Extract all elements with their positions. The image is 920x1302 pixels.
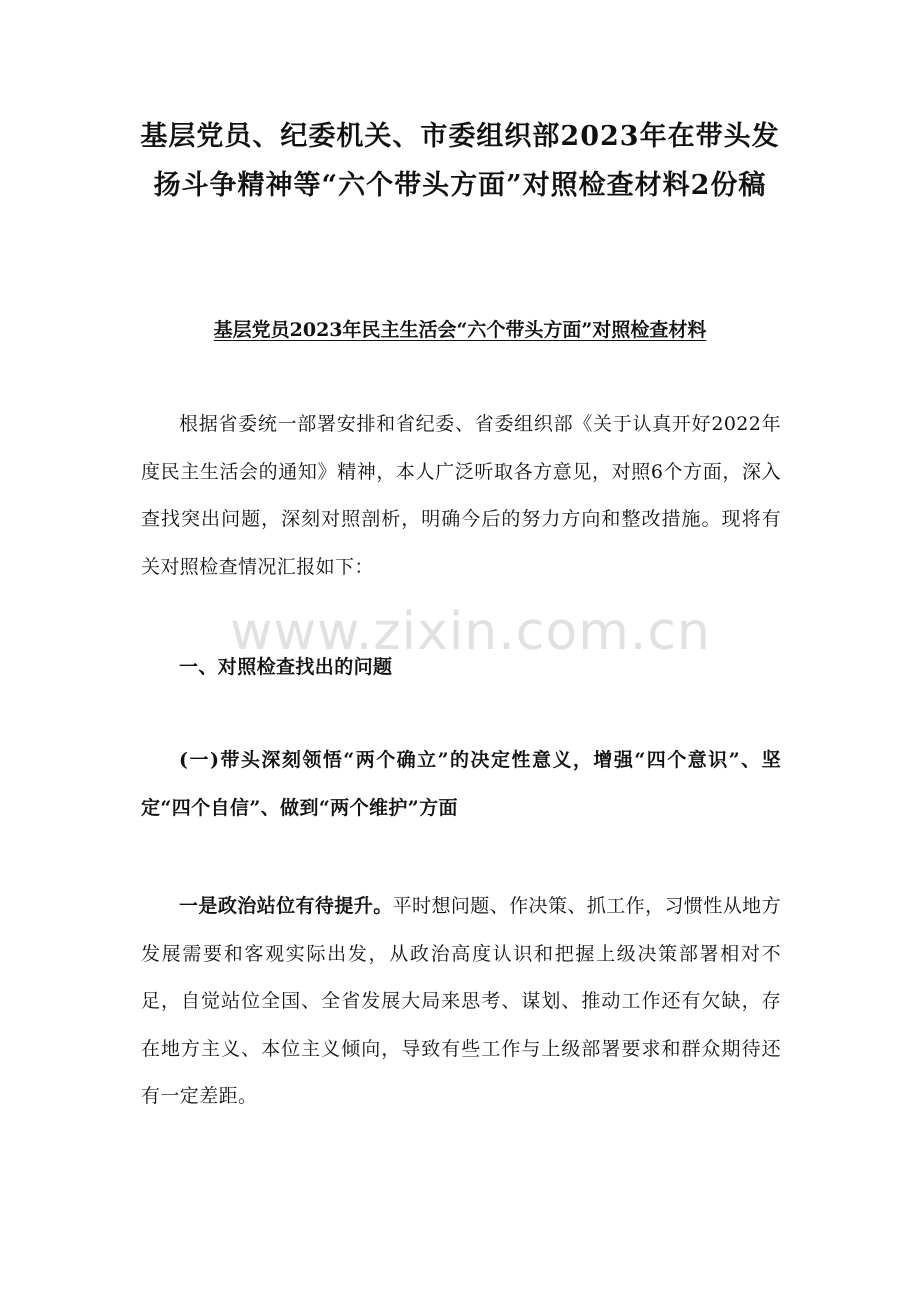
subsection-heading: (一)带头深刻领悟“两个确立”的决定性意义，增强“四个意识”、坚定“四个自信”、做到“两个维护”方面 [141, 749, 781, 819]
document-title: 基层党员、纪委机关、市委组织部2023年在带头发扬斗争精神等“六个带头方面”对照检查材料2份稿 [140, 121, 780, 201]
section-title: 基层党员2023年民主生活会“六个带头方面”对照检查材料 [213, 319, 707, 341]
intro-paragraph: 根据省委统一部署安排和省纪委、省委组织部《关于认真开好2022年度民主生活会的通知》精神，本人广泛听取各方意见，对照6个方面，深入查找突出问题，深刻对照剖析，明确今后的努力方向和整改措施。现将有关对照检查情况汇报如下： [141, 413, 781, 578]
point-lead: 一是政治站位有待提升。 [179, 895, 393, 917]
point-text: 平时想问题、作决策、抓工作，习惯性从地方发展需要和客观实际出发，从政治高度认识和把握上级决策部署相对不足，自觉站位全国、全省发展大局来思考、谋划、推动工作还有欠缺，存在地方主义、本位主义倾向，导致有些工作与上级部署要求和群众期待还有一定差距。 [141, 895, 781, 1107]
watermark: www.zixin.com.cn [230, 602, 711, 662]
point-paragraph [141, 883, 781, 1121]
section-heading: 一、对照检查找出的问题 [179, 656, 393, 678]
